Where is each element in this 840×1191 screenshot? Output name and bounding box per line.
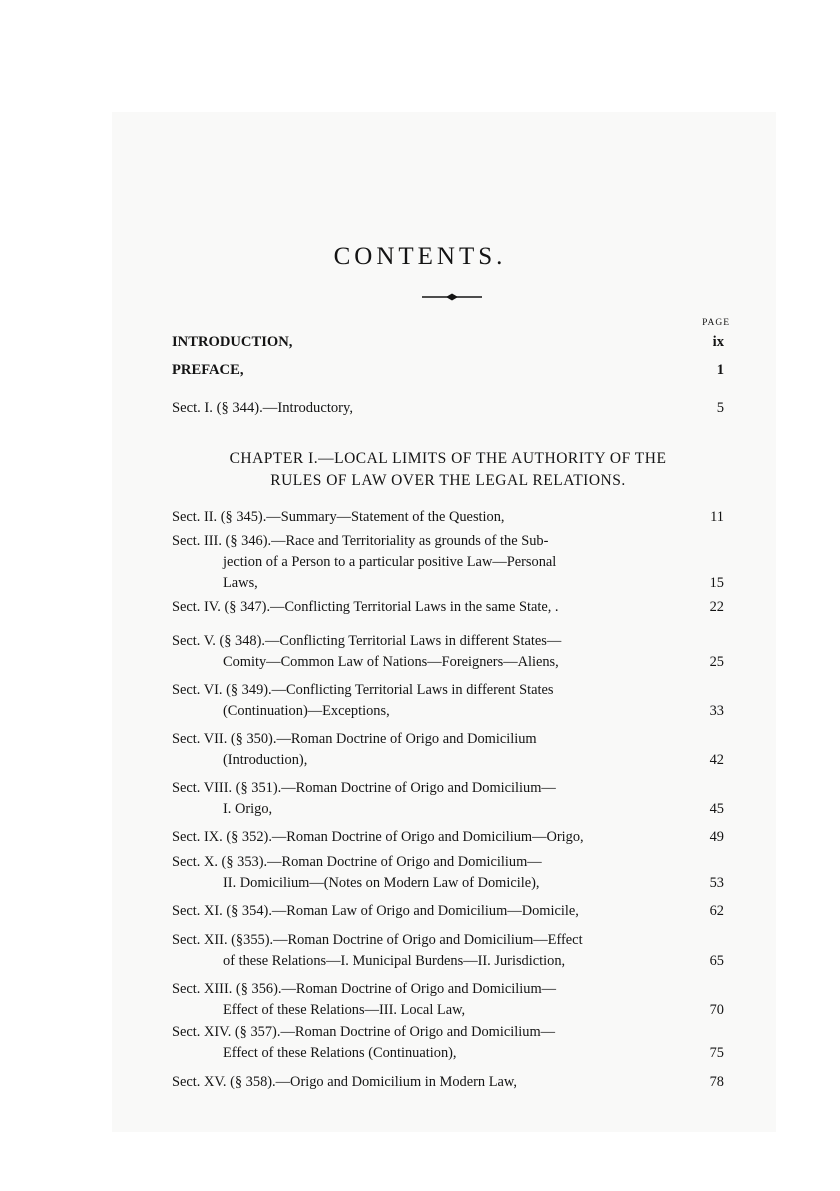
toc-page-number: 22 xyxy=(709,599,724,615)
toc-entry-line: (Introduction), xyxy=(223,752,308,768)
toc-entry[interactable] xyxy=(172,827,724,848)
toc-entry[interactable] xyxy=(172,979,724,1021)
toc-entry[interactable] xyxy=(172,1022,724,1064)
toc-entry-line: Effect of these Relations—III. Local Law, xyxy=(223,1002,466,1018)
toc-label: Sect. I. (§ 344).—Introductory, xyxy=(172,400,354,416)
toc-entry[interactable] xyxy=(172,597,724,618)
toc-page-number: 1 xyxy=(716,362,724,378)
toc-entry-line: I. Origo, xyxy=(223,801,273,817)
toc-entry[interactable] xyxy=(172,631,724,673)
toc-entry-line: II. Domicilium—(Notes on Modern Law of Domicile), xyxy=(223,875,540,891)
toc-page-number: ix xyxy=(712,334,724,350)
toc-entry-line: Sect. XIV. (§ 357).—Roman Doctrine of Origo and Domicilium— xyxy=(172,1024,556,1040)
toc-entry-line: Laws, xyxy=(223,575,258,591)
toc-page-number: 65 xyxy=(709,953,724,969)
toc-entry-line: Sect. V. (§ 348).—Conflicting Territorial Laws in different States— xyxy=(172,633,562,649)
chapter-heading-line: RULES OF LAW OVER THE LEGAL RELATIONS. xyxy=(270,472,626,489)
toc-page-number: 75 xyxy=(709,1045,724,1061)
toc-entry[interactable] xyxy=(172,852,724,894)
toc-entry-line: Sect. III. (§ 346).—Race and Territoriality as grounds of the Sub- xyxy=(172,533,549,549)
chapter-heading-line: CHAPTER I.—LOCAL LIMITS OF THE AUTHORITY OF THE xyxy=(229,450,667,467)
toc-entry-line: Effect of these Relations (Continuation), xyxy=(223,1045,457,1061)
toc-entry-line: jection of a Person to a particular positive Law—Personal xyxy=(223,554,557,570)
toc-page-number: 49 xyxy=(709,829,724,845)
toc-entry-line: (Continuation)—Exceptions, xyxy=(223,703,390,719)
toc-page-number: 11 xyxy=(710,509,724,525)
toc-entry[interactable] xyxy=(172,729,724,771)
toc-entry[interactable] xyxy=(172,680,724,722)
toc-label: PREFACE, xyxy=(172,362,244,378)
toc-entry-line: Sect. XIII. (§ 356).—Roman Doctrine of Origo and Domicilium— xyxy=(172,981,557,997)
toc-entry-line: Comity—Common Law of Nations—Foreigners—Aliens, xyxy=(223,654,559,670)
page-title: CONTENTS. xyxy=(333,243,507,270)
toc-page-number: 15 xyxy=(709,575,724,591)
toc-entry[interactable] xyxy=(172,901,724,922)
toc-entry-line: Sect. VII. (§ 350).—Roman Doctrine of Origo and Domicilium xyxy=(172,731,537,747)
toc-entry-line: Sect. XII. (§355).—Roman Doctrine of Origo and Domicilium—Effect xyxy=(172,932,583,948)
toc-label: INTRODUCTION, xyxy=(172,334,293,350)
toc-page-number: 45 xyxy=(709,801,724,817)
toc-entry-line: Sect. VIII. (§ 351).—Roman Doctrine of Origo and Domicilium— xyxy=(172,780,556,796)
toc-page-number: 78 xyxy=(709,1074,724,1090)
toc-entry-line: Sect. VI. (§ 349).—Conflicting Territorial Laws in different States xyxy=(172,682,554,698)
chapter-heading xyxy=(172,448,724,492)
toc-entry-line: Sect. II. (§ 345).—Summary—Statement of the Question, xyxy=(172,509,505,525)
toc-entry[interactable] xyxy=(172,507,724,528)
toc-page-number: 70 xyxy=(709,1002,724,1018)
toc-page-number: 5 xyxy=(716,400,724,416)
toc-entry-line: Sect. XI. (§ 354).—Roman Law of Origo and Domicilium—Domicile, xyxy=(172,903,579,919)
toc-entry-line: Sect. XV. (§ 358).—Origo and Domicilium in Modern Law, xyxy=(172,1074,517,1090)
toc-entry-line: Sect. IX. (§ 352).—Roman Doctrine of Origo and Domicilium—Origo, xyxy=(172,829,584,845)
toc-entry[interactable] xyxy=(172,930,724,972)
toc-entry[interactable] xyxy=(172,778,724,820)
page-column-heading: PAGE xyxy=(702,318,730,328)
toc-page-number: 62 xyxy=(709,903,724,919)
title-ornament-icon xyxy=(422,291,482,303)
toc-page-number: 25 xyxy=(709,654,724,670)
toc-page-number: 53 xyxy=(709,875,724,891)
toc-entry-line: Sect. X. (§ 353).—Roman Doctrine of Origo and Domicilium— xyxy=(172,854,542,870)
toc-page-number: 33 xyxy=(709,703,724,719)
toc-entry[interactable] xyxy=(172,531,724,594)
toc-entry[interactable] xyxy=(172,1072,724,1093)
toc-entry-line: of these Relations—I. Municipal Burdens—II. Jurisdiction, xyxy=(223,953,566,969)
toc-page-number: 42 xyxy=(709,752,724,768)
toc-entry-line: Sect. IV. (§ 347).—Conflicting Territorial Laws in the same State, . xyxy=(172,599,559,615)
